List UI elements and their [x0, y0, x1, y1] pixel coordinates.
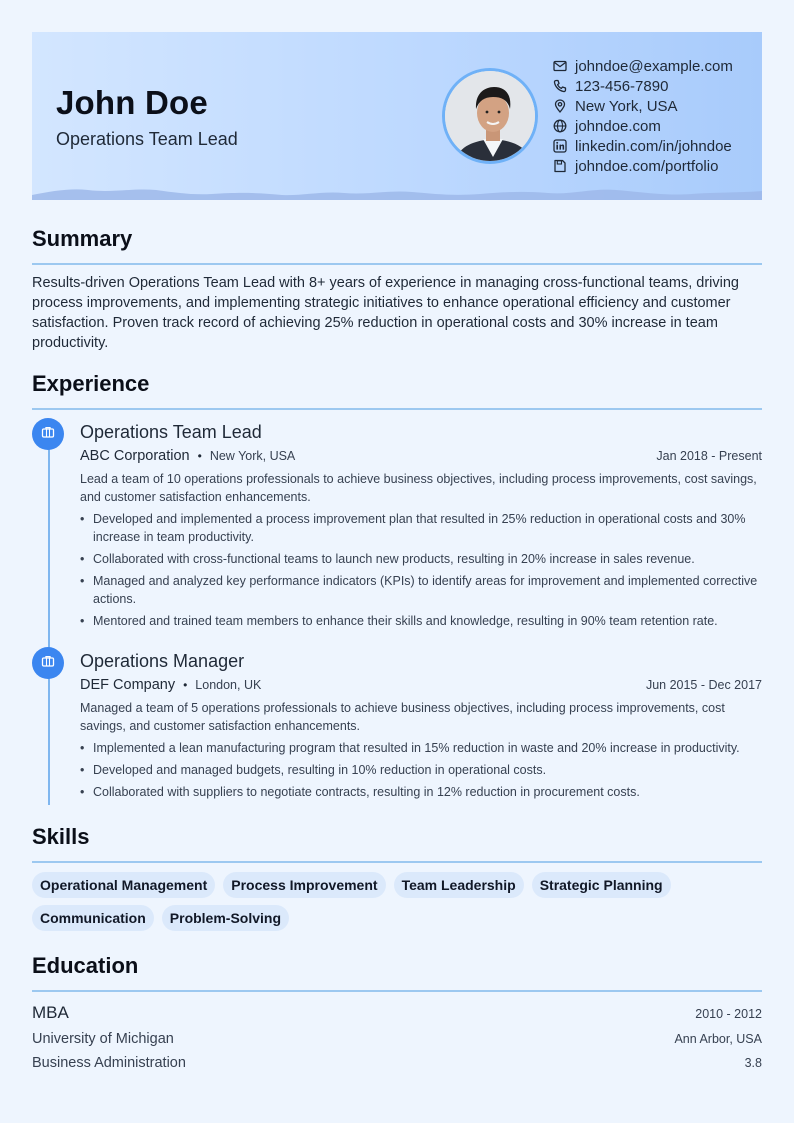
skills-heading: Skills [32, 824, 90, 849]
contact-linkedin-text: linkedin.com/in/johndoe [575, 137, 732, 155]
education-degree: MBA [32, 1003, 69, 1022]
education-divider [32, 990, 762, 992]
education-school: University of Michigan [32, 1031, 174, 1047]
job-separator: • [197, 449, 202, 463]
job-description: Lead a team of 10 operations professionals to achieve business objectives, including process improvements, cost savings, and customer satisfaction enhancements. [80, 472, 757, 504]
profile-photo [442, 68, 538, 164]
resume-header [32, 32, 762, 200]
list-item: • Managed and analyzed key performance indicators (KPIs) to identify areas for improvement and implemented corrective actions. [80, 572, 762, 608]
job-company: DEF Company [80, 677, 176, 693]
job-meta [80, 447, 762, 465]
education-dates: 2010 - 2012 [695, 1007, 762, 1021]
job-dates: Jan 2018 - Present [656, 449, 762, 463]
education-heading: Education [32, 953, 139, 978]
job-bullets [80, 739, 762, 801]
summary-heading: Summary [32, 226, 133, 251]
contact-phone-text: 123-456-7890 [575, 77, 669, 95]
education-school-row [32, 1031, 762, 1047]
contact-website[interactable] [552, 116, 733, 136]
list-item: • Implemented a lean manufacturing program that resulted in 15% reduction in waste and 20% increase in productivity. [80, 739, 762, 757]
contact-portfolio[interactable] [552, 156, 733, 176]
job-entry [80, 421, 762, 634]
skill-chip: Process Improvement [223, 872, 385, 898]
education-field-row [32, 1055, 762, 1071]
contact-email-text: johndoe@example.com [575, 57, 733, 75]
job-location: New York, USA [209, 449, 296, 463]
contact-list [552, 56, 733, 176]
job-location: London, UK [195, 678, 262, 692]
job-role: Operations Team Lead [80, 422, 262, 442]
skill-chip: Team Leadership [394, 872, 524, 898]
briefcase-icon [41, 654, 55, 673]
job-company: ABC Corporation [80, 448, 190, 464]
education-degree-row [32, 1003, 762, 1023]
contact-location-text: New York, USA [575, 97, 678, 115]
skills-list [32, 872, 762, 931]
skill-chip: Strategic Planning [532, 872, 671, 898]
summary-divider [32, 263, 762, 265]
list-item: • Developed and implemented a process improvement plan that resulted in 25% reduction in operational costs and 30% increase in team productivity. [80, 510, 762, 546]
contact-phone[interactable] [552, 76, 733, 96]
job-description: Managed a team of 5 operations professionals to achieve business objectives, including process improvements, cost savings, and customer satisfaction enhancements. [80, 701, 725, 733]
skill-chip: Operational Management [32, 872, 215, 898]
education-gpa: 3.8 [744, 1056, 762, 1070]
education-location: Ann Arbor, USA [674, 1032, 762, 1046]
location-pin-icon [552, 98, 568, 114]
job-1-marker [32, 418, 64, 450]
candidate-title: Operations Team Lead [56, 129, 238, 149]
list-item: • Developed and managed budgets, resulting in 10% reduction in operational costs. [80, 761, 762, 779]
job-separator: • [183, 678, 188, 692]
job-bullets [80, 510, 762, 630]
header-wave-decoration [32, 184, 762, 200]
contact-website-text: johndoe.com [575, 117, 661, 135]
mail-icon [552, 58, 568, 74]
briefcase-icon [41, 425, 55, 444]
contact-linkedin[interactable] [552, 136, 733, 156]
portfolio-icon [552, 158, 568, 174]
linkedin-icon [552, 138, 568, 154]
phone-icon [552, 78, 568, 94]
contact-email[interactable] [552, 56, 733, 76]
list-item: • Collaborated with cross-functional teams to launch new products, resulting in 20% increase in sales revenue. [80, 550, 762, 568]
skill-chip: Communication [32, 905, 154, 931]
job-2-marker [32, 647, 64, 679]
contact-location [552, 96, 733, 116]
list-item: • Mentored and trained team members to enhance their skills and knowledge, resulting in 90% team retention rate. [80, 612, 762, 630]
experience-timeline [48, 437, 50, 805]
experience-divider [32, 408, 762, 410]
job-meta [80, 676, 762, 694]
candidate-name: John Doe [56, 84, 208, 121]
globe-icon [552, 118, 568, 134]
experience-heading: Experience [32, 371, 150, 396]
contact-portfolio-text: johndoe.com/portfolio [575, 157, 719, 175]
education-field: Business Administration [32, 1055, 186, 1071]
job-role: Operations Manager [80, 651, 245, 671]
list-item: • Collaborated with suppliers to negotiate contracts, resulting in 12% reduction in procurement costs. [80, 783, 762, 801]
job-dates: Jun 2015 - Dec 2017 [645, 678, 762, 692]
skill-chip: Problem-Solving [162, 905, 289, 931]
job-entry [80, 650, 762, 805]
summary-text: Results-driven Operations Team Lead with 8+ years of experience in managing cross-functional teams, driving process improvements, and implementing strategic initiatives to enhance operational efficiency and customer satisfaction. Proven track record of achieving 25% reduction in operational costs and 30% increase in team productivity. [32, 275, 739, 351]
skills-divider [32, 861, 762, 863]
